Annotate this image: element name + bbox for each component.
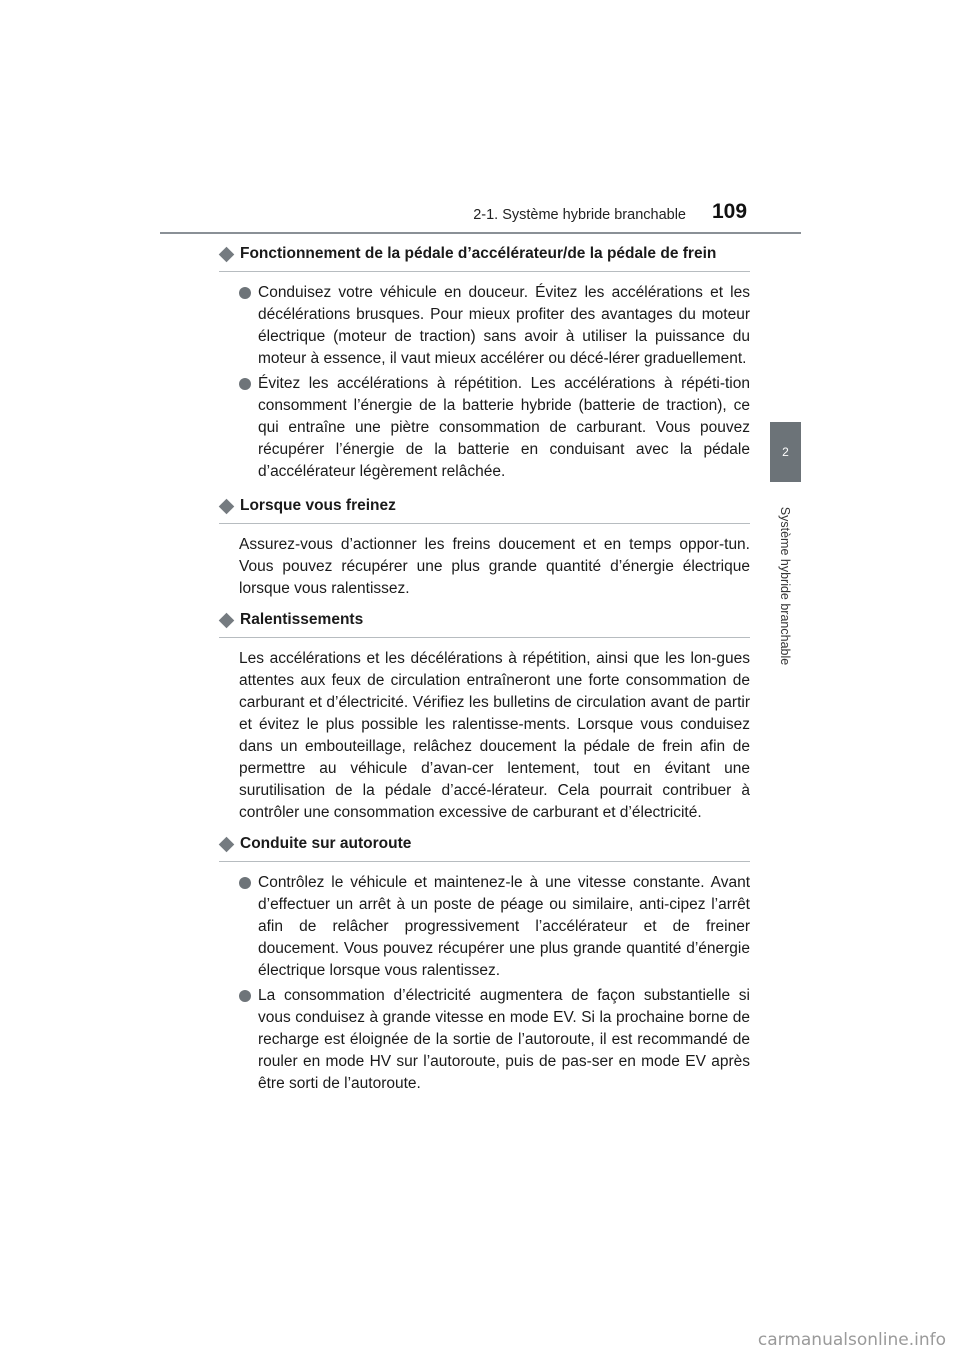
bullet-item xyxy=(219,282,750,373)
section-traffic xyxy=(219,609,750,824)
page-number: 109 xyxy=(712,200,748,223)
section-highway xyxy=(219,833,750,1098)
paragraph: Les accélérations et les décélérations à répétition, ainsi que les lon-gues attentes aux feux de circulation entraîneront une forte consommation de carburant et d’électricité. Vérifiez les bulletins de circulation avant de partir et évitez le plus possible les ralentisse-ments. Lorsque vous conduisez dans un embouteillage, relâchez doucement la pédale de frein afin de permettre au véhicule d’avan-cer lentement, tout en évitant une surutilisation de la pédale d’accé-lérateur. Cela pourrait contribuer à contrôler une consommation excessive de carburant et d’électricité. xyxy=(239,650,750,821)
section-heading-text: Fonctionnement de la pédale d’accélérateur/de la pédale de frein xyxy=(240,245,717,262)
bullet-dot-icon xyxy=(239,287,251,299)
bullet-text: Évitez les accélérations à répétition. Les accélérations à répéti-tion consomment l’énergie de la batterie hybride (batterie de traction), ce qui entraîne une piètre consommation de carburant. Vous pouvez récupérer l’énergie de la batterie en conduisant avec la pédale d’accélérateur légèrement relâchée. xyxy=(258,375,750,480)
diamond-icon xyxy=(219,837,235,853)
bullet-item xyxy=(219,373,750,486)
watermark: carmanualsonline.info xyxy=(757,1330,946,1350)
bullet-item xyxy=(219,985,750,1098)
section-heading xyxy=(219,495,750,524)
section-heading-text: Ralentissements xyxy=(240,611,364,628)
section-heading-text: Lorsque vous freinez xyxy=(240,497,396,514)
page-header xyxy=(0,0,960,240)
chapter-tab-number: 2 xyxy=(770,422,801,482)
section-heading xyxy=(219,243,750,272)
bullet-text: La consommation d’électricité augmentera de façon substantielle si vous conduisez à grande vitesse en mode EV. Si la prochaine borne de recharge est éloignée de la sortie de l’autoroute, il est recommandé de rouler en mode HV sur l’autoroute, puis de pas-ser en mode EV après être sorti de l’autoroute. xyxy=(258,987,750,1092)
diamond-icon xyxy=(219,247,235,263)
bullet-dot-icon xyxy=(239,990,251,1002)
diamond-icon xyxy=(219,499,235,515)
bullet-item xyxy=(219,872,750,985)
diamond-icon xyxy=(219,613,235,629)
bullet-text: Contrôlez le véhicule et maintenez-le à une vitesse constante. Avant d’effectuer un arrêt à un poste de péage ou similaire, anti-cipez l’arrêt afin de relâcher progressivement l’accélérateur et de freiner doucement. Vous pouvez récupérer une plus grande quantité d’énergie électrique lorsque vous ralentissez. xyxy=(258,874,750,979)
section-braking xyxy=(219,495,750,600)
section-title: 2-1. Système hybride branchable xyxy=(473,207,686,223)
chapter-tab-label xyxy=(770,488,801,684)
bullet-text: Conduisez votre véhicule en douceur. Évitez les accélérations et les décélérations brusques. Pour mieux profiter des avantages du moteur électrique (moteur de traction) sans avoir à utiliser la puissance du moteur à essence, il vaut mieux accélérer ou décé-lérer graduellement. xyxy=(258,284,750,367)
section-pedal-operation xyxy=(219,243,750,486)
section-heading xyxy=(219,609,750,638)
section-heading-text: Conduite sur autoroute xyxy=(240,835,412,852)
header-divider xyxy=(160,232,801,234)
paragraph: Assurez-vous d’actionner les freins doucement et en temps oppor-tun. Vous pouvez récupérer une plus grande quantité d’énergie électrique lorsque vous ralentissez. xyxy=(239,536,750,597)
section-heading xyxy=(219,833,750,862)
chapter-tab-title: Système hybride branchable xyxy=(778,506,793,666)
bullet-dot-icon xyxy=(239,877,251,889)
page-content xyxy=(219,243,750,1098)
bullet-dot-icon xyxy=(239,378,251,390)
